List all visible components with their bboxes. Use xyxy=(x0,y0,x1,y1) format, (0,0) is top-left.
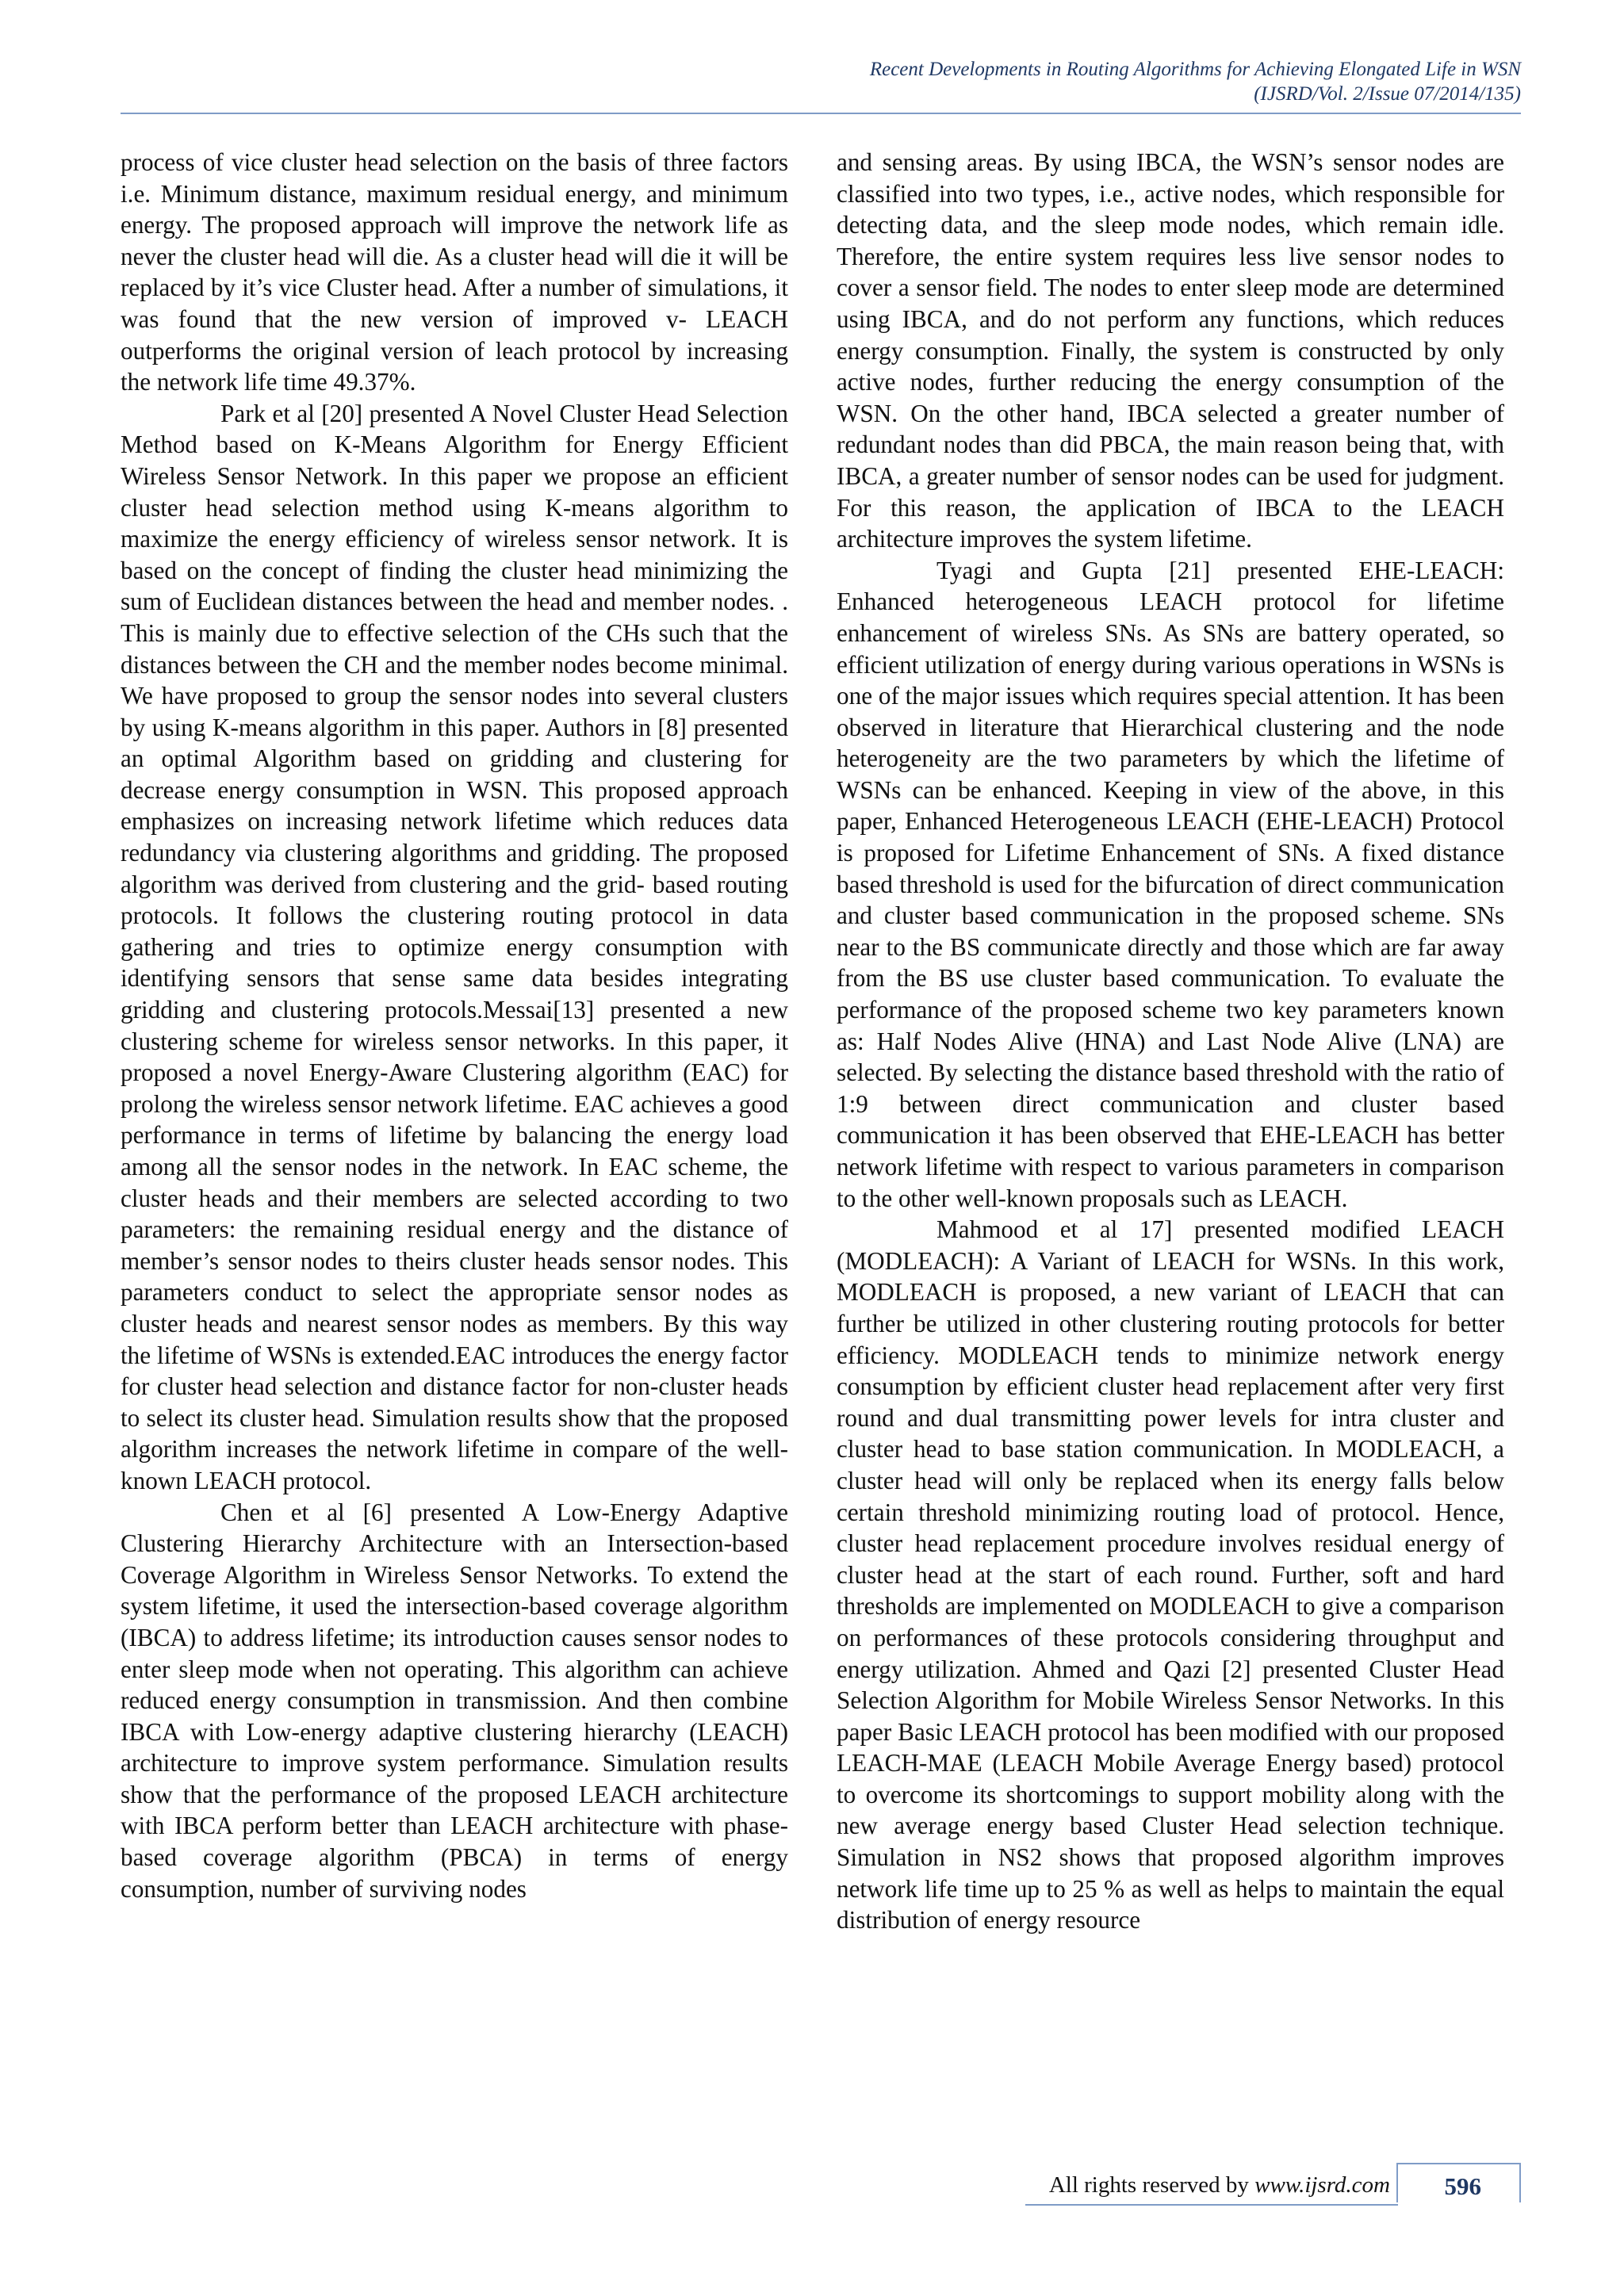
page-number: 596 xyxy=(1444,2172,1481,2200)
footer-rights xyxy=(1049,2172,1390,2198)
footer-rule xyxy=(1398,2163,1521,2164)
left-column xyxy=(121,147,788,1904)
footer-divider xyxy=(1396,2163,1398,2202)
footer-rule xyxy=(1025,2204,1398,2206)
footer-divider xyxy=(1519,2163,1521,2202)
footer-rights-label: All rights reserved by xyxy=(1048,2172,1249,2198)
running-header xyxy=(119,57,1521,106)
right-column xyxy=(837,147,1504,1936)
header-rule xyxy=(121,113,1521,114)
header-title: Recent Developments in Routing Algorithms for Achieving Elongated Life in WSN xyxy=(869,59,1521,80)
paragraph: process of vice cluster head selection on the basis of three factors i.e. Minimum distance, maximum residual energy, and minimum energy. The proposed approach will improve the network life as never the cluster head will die. As a cluster head will die it will be replaced by it’s vice Cluster head. After a number of simulations, it was found that the new version of improved v- LEACH outperforms the original version of leach protocol by increasing the network life time 49.37%. xyxy=(121,148,788,396)
header-issue: (IJSRD/Vol. 2/Issue 07/2014/135) xyxy=(1254,83,1521,105)
paragraph: Park et al [20] presented A Novel Cluster Head Selection Method based on K-Means Algorithm for Energy Efficient Wireless Sensor Network. In this paper we propose an efficient cluster head selection method using K-means algorithm to maximize the energy efficiency of wireless sensor network. It is based on the concept of finding the cluster head minimizing the sum of Euclidean distances between the head and member nodes. . This is mainly due to effective selection of the CHs such that the distances between the CH and the member nodes become minimal. We have proposed to group the sensor nodes into several clusters by using K-means algorithm in this paper. Authors in [8] presented an optimal Algorithm based on gridding and clustering for decrease energy consumption in WSN. This proposed approach emphasizes on increasing network lifetime which reduces data redundancy via clustering algorithms and gridding. The proposed algorithm was derived from clustering and the grid- based routing protocols. It follows the clustering routing protocol in data gathering and tries to optimize energy consumption with identifying sensors that sense same data besides integrating gridding and clustering protocols.Messai[13] presented a new clustering scheme for wireless sensor networks. In this paper, it proposed a novel Energy-Aware Clustering algorithm (EAC) for prolong the wireless sensor network lifetime. EAC achieves a good performance in terms of lifetime by balancing the energy load among all the sensor nodes in the network. In EAC scheme, the cluster heads and their members are selected according to two parameters: the remaining residual energy and the distance of member’s sensor nodes to theirs cluster heads sensor nodes. This parameters conduct to select the appropriate sensor nodes as cluster heads and nearest sensor nodes as members. By this way the lifetime of WSNs is extended.EAC introduces the energy factor for cluster head selection and distance factor for non-cluster heads to select its cluster head. Simulation results show that the proposed algorithm increases the network lifetime in compare of the well-known LEACH protocol. xyxy=(121,399,788,1494)
paragraph: and sensing areas. By using IBCA, the WSN’s sensor nodes are classified into two types, i.e., active nodes, which responsible for detecting data, and the sleep mode nodes, which remain idle. Therefore, the entire system requires less live sensor nodes to cover a sensor field. The nodes to enter sleep mode are determined using IBCA, and do not perform any functions, which reduces energy consumption. Finally, the system is constructed by only active nodes, further reducing the energy consumption of the WSN. On the other hand, IBCA selected a greater number of redundant nodes than did PBCA, the main reason being that, with IBCA, a greater number of sensor nodes can be used for judgment. For this reason, the application of IBCA to the LEACH architecture improves the system lifetime. xyxy=(837,148,1504,553)
paragraph: Chen et al [6] presented A Low-Energy Adaptive Clustering Hierarchy Architecture with an Intersection-based Coverage Algorithm in Wireless Sensor Networks. To extend the system lifetime, it used the intersection-based coverage algorithm (IBCA) to address lifetime; its introduction causes sensor nodes to enter sleep mode when not operating. This algorithm can achieve reduced energy consumption in transmission. And then combine IBCA with Low-energy adaptive clustering hierarchy (LEACH) architecture to improve system performance. Simulation results show that the performance of the proposed LEACH architecture with IBCA perform better than LEACH architecture with phase-based coverage algorithm (PBCA) in terms of energy consumption, number of surviving nodes xyxy=(121,1498,788,1903)
page-footer xyxy=(119,2163,1521,2210)
footer-url[interactable]: www.ijsrd.com xyxy=(1254,2172,1390,2198)
paragraph: Mahmood et al 17] presented modified LEACH (MODLEACH): A Variant of LEACH for WSNs. In this work, MODLEACH is proposed, a new variant of LEACH that can further be utilized in other clustering routing protocols for better efficiency. MODLEACH tends to minimize network energy consumption by efficient cluster head replacement after very first round and dual transmitting power levels for intra cluster and cluster head to base station communication. In MODLEACH, a cluster head will only be replaced when its energy falls below certain threshold minimizing routing load of protocol. Hence, cluster head replacement procedure involves residual energy of cluster head at the start of each round. Further, soft and hard thresholds are implemented on MODLEACH to give a comparison on performances of these protocols considering throughput and energy utilization. Ahmed and Qazi [2] presented Cluster Head Selection Algorithm for Mobile Wireless Sensor Networks. In this paper Basic LEACH protocol has been modified with our proposed LEACH-MAE (LEACH Mobile Average Energy based) protocol to overcome its shortcomings to support mobility along with the new average energy based Cluster Head selection technique. Simulation in NS2 shows that proposed algorithm improves network life time up to 25 % as well as helps to maintain the equal distribution of energy resource xyxy=(837,1215,1504,1934)
paragraph: Tyagi and Gupta [21] presented EHE-LEACH: Enhanced heterogeneous LEACH protocol for lifetime enhancement of wireless SNs. As SNs are battery operated, so efficient utilization of energy during various operations in WSNs is one of the major issues which requires special attention. It has been observed in literature that Hierarchical clustering and the node heterogeneity are the two parameters by which the lifetime of WSNs can be enhanced. Keeping in view of the above, in this paper, Enhanced Heterogeneous LEACH (EHE-LEACH) Protocol is proposed for Lifetime Enhancement of SNs. A fixed distance based threshold is used for the bifurcation of direct communication and cluster based communication in the proposed scheme. SNs near to the BS communicate directly and those which are far away from the BS use cluster based communication. To evaluate the performance of the proposed scheme two key parameters known as: Half Nodes Alive (HNA) and Last Node Alive (LNA) are selected. By selecting the distance based threshold with the ratio of 1:9 between direct communication and cluster based communication it has been observed that EHE-LEACH has better network lifetime with respect to various parameters in comparison to the other well-known proposals such as LEACH. xyxy=(837,556,1504,1212)
